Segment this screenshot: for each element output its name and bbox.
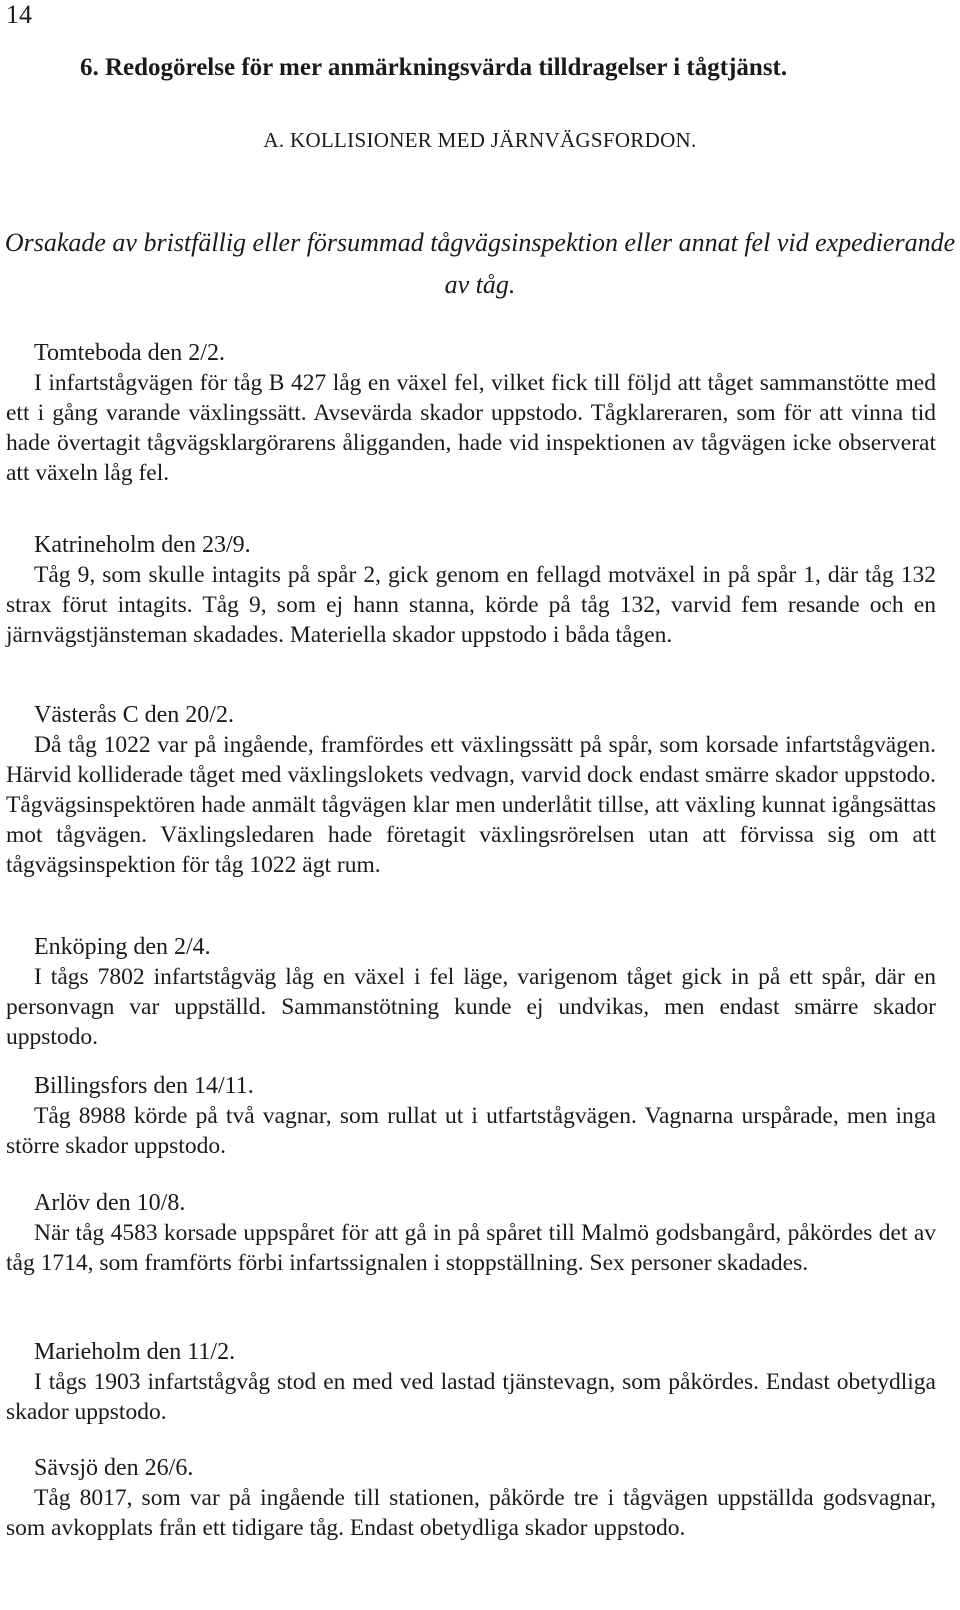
incident-enkoping — [6, 932, 936, 1052]
incident-tomteboda — [6, 338, 936, 488]
subsection-heading: A. KOLLISIONER MED JÄRNVÄGSFORDON. — [263, 128, 697, 152]
incident-vasteras — [6, 700, 936, 880]
incident-text: När tåg 4583 korsade uppspåret för att gå in på spåret till Malmö godsbangård, påkördes det av tåg 1714, som framförts förbi infartssignalen i stoppställning. Sex personer skadades. — [6, 1220, 936, 1276]
incident-text: I tågs 7802 infartstågväg låg en växel i fel läge, varigenom tåget gick in på ett spår, där en personvagn var uppställd. Sammanstötning kunde ej undvikas, men endast smärre skador uppstodo. — [6, 964, 936, 1050]
incident-billingsfors — [6, 1071, 936, 1161]
incident-place: Enköping den 2/4. — [34, 934, 211, 960]
incident-text: Tåg 8017, som var på ingående till stationen, påkörde tre i tågvägen uppställda godsvagnar, som avkopplats från ett tidigare tåg. Endast obetydliga skador uppstodo. — [6, 1485, 936, 1541]
incident-marieholm — [6, 1337, 936, 1427]
incident-place: Billingsfors den 14/11. — [34, 1073, 254, 1099]
incident-place: Västerås C den 20/2. — [34, 702, 234, 728]
incident-savsjo — [6, 1453, 936, 1543]
incident-text: Tåg 9, som skulle intagits på spår 2, gick genom en fellagd motväxel in på spår 1, där tåg 132 strax förut intagits. Tåg 9, som ej hann stanna, körde på tåg 132, varvid fem resande och en järnvägstjänsteman skadades. Materiella skador uppstodo i båda tågen. — [6, 562, 936, 648]
incident-place: Arlöv den 10/8. — [34, 1190, 186, 1216]
incident-katrineholm — [6, 530, 936, 650]
incident-text: I tågs 1903 infartstågvåg stod en med ved lastad tjänstevagn, som påkördes. Endast obetydliga skador uppstodo. — [6, 1369, 936, 1425]
section-heading: 6. Redogörelse för mer anmärkningsvärda tilldragelser i tågtjänst. — [80, 54, 788, 81]
incident-text: Då tåg 1022 var på ingående, framfördes ett växlingssätt på spår, som korsade infartstågvägen. Härvid kolliderade tåget med växlingslokets vedvagn, varvid dock endast smärre skador uppstodo. Tågvägsinspektören hade anmält tågvägen klar men underlåtit tillse, att växling kunnat igångsättas mot tågvägen. Växlingsledaren hade företagit växlingsrörelsen utan att förvissa sig om att tågvägsinspektion för tåg 1022 ägt rum. — [6, 732, 936, 878]
incident-text: Tåg 8988 körde på två vagnar, som rullat ut i utfartstågvägen. Vagnarna urspårade, men inga större skador uppstodo. — [6, 1103, 936, 1159]
page-number: 14 — [6, 0, 32, 29]
incident-place: Sävsjö den 26/6. — [34, 1455, 194, 1481]
incident-place: Marieholm den 11/2. — [34, 1339, 236, 1365]
incident-place: Katrineholm den 23/9. — [34, 532, 251, 558]
incident-arlov — [6, 1188, 936, 1278]
category-heading: Orsakade av bristfällig eller försummad tågvägsinspektion eller annat fel vid expedierande av tåg. — [4, 228, 956, 299]
incident-text: I infartstågvägen för tåg B 427 låg en växel fel, vilket fick till följd att tåget sammanstötte med ett i gång varande växlingssätt. Avsevärda skador uppstodo. Tågklareraren, som för att vinna tid hade övertagit tågvägsklargörarens åligganden, hade vid inspektionen av tågvägen icke observerat att växeln låg fel. — [6, 370, 936, 486]
incident-place: Tomteboda den 2/2. — [34, 340, 225, 366]
